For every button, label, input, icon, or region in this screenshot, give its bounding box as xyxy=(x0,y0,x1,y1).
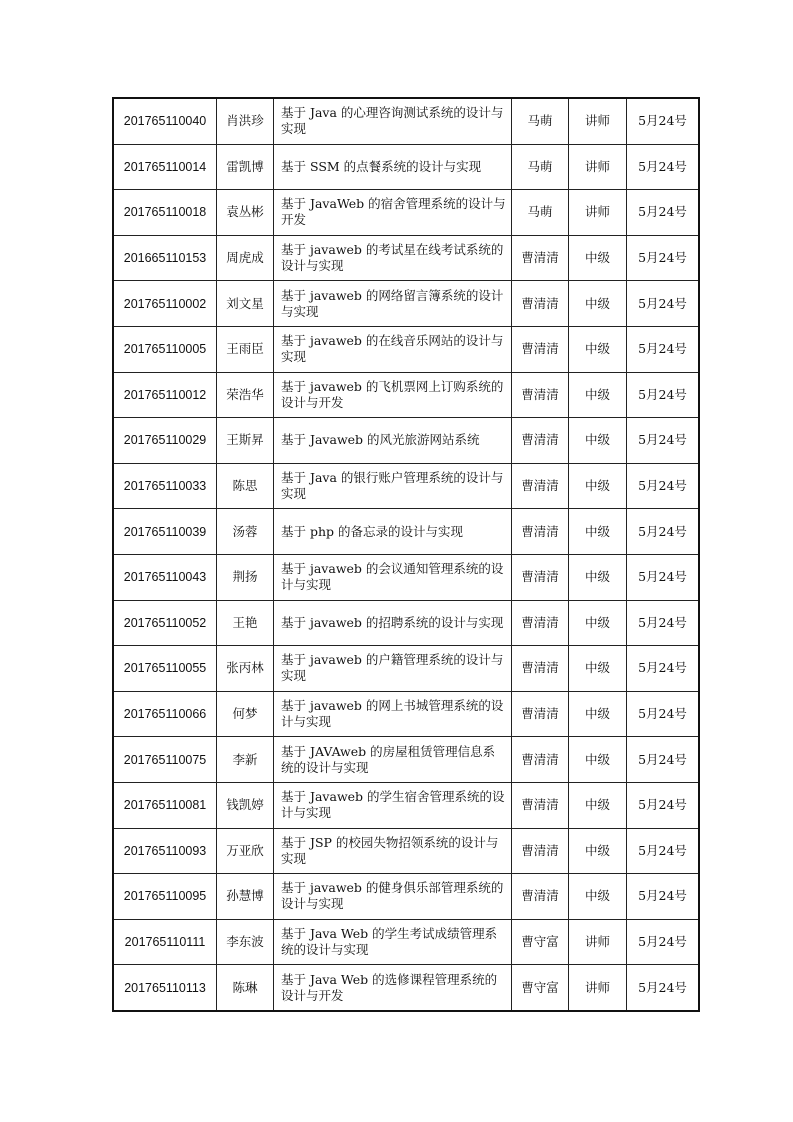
thesis-title-cell: 基于 javaweb 的考试星在线考试系统的设计与实现 xyxy=(274,235,512,281)
thesis-title-cell: 基于 javaweb 的网上书城管理系统的设计与实现 xyxy=(274,691,512,737)
advisor-cell: 曹清清 xyxy=(512,828,569,874)
advisor-cell: 曹清清 xyxy=(512,281,569,327)
student-id-cell: 201765110018 xyxy=(113,190,217,236)
defense-date-cell: 5月24号 xyxy=(627,509,700,555)
advisor-rank-cell: 中级 xyxy=(569,281,627,327)
advisor-cell: 马萌 xyxy=(512,144,569,190)
thesis-title-cell: 基于 Java Web 的选修课程管理系统的设计与开发 xyxy=(274,965,512,1011)
defense-date-cell: 5月24号 xyxy=(627,190,700,236)
student-id-cell: 201765110052 xyxy=(113,600,217,646)
advisor-rank-cell: 讲师 xyxy=(569,190,627,236)
student-name-cell: 荣浩华 xyxy=(217,372,274,418)
advisor-cell: 曹清清 xyxy=(512,509,569,555)
student-name-cell: 肖洪珍 xyxy=(217,98,274,144)
table-row xyxy=(113,98,699,144)
thesis-title-cell: 基于 Javaweb 的学生宿舍管理系统的设计与实现 xyxy=(274,782,512,828)
advisor-cell: 曹清清 xyxy=(512,463,569,509)
advisor-cell: 马萌 xyxy=(512,98,569,144)
defense-date-cell: 5月24号 xyxy=(627,600,700,646)
advisor-cell: 曹清清 xyxy=(512,372,569,418)
student-id-cell: 201765110043 xyxy=(113,554,217,600)
defense-date-cell: 5月24号 xyxy=(627,919,700,965)
advisor-cell: 曹清清 xyxy=(512,418,569,464)
advisor-rank-cell: 中级 xyxy=(569,600,627,646)
student-id-cell: 201765110093 xyxy=(113,828,217,874)
advisor-cell: 曹清清 xyxy=(512,737,569,783)
thesis-title-cell: 基于 javaweb 的在线音乐网站的设计与实现 xyxy=(274,326,512,372)
thesis-title-cell: 基于 javaweb 的飞机票网上订购系统的设计与开发 xyxy=(274,372,512,418)
student-name-cell: 雷凯博 xyxy=(217,144,274,190)
table-row xyxy=(113,828,699,874)
table-body xyxy=(113,98,699,1011)
student-name-cell: 王雨臣 xyxy=(217,326,274,372)
student-name-cell: 孙慧博 xyxy=(217,874,274,920)
student-name-cell: 李新 xyxy=(217,737,274,783)
advisor-cell: 曹守富 xyxy=(512,919,569,965)
student-id-cell: 201765110012 xyxy=(113,372,217,418)
advisor-rank-cell: 中级 xyxy=(569,235,627,281)
student-id-cell: 201765110029 xyxy=(113,418,217,464)
advisor-cell: 曹清清 xyxy=(512,646,569,692)
student-id-cell: 201765110111 xyxy=(113,919,217,965)
table-row xyxy=(113,782,699,828)
table-row xyxy=(113,509,699,555)
student-name-cell: 何梦 xyxy=(217,691,274,737)
advisor-rank-cell: 中级 xyxy=(569,326,627,372)
student-name-cell: 李东波 xyxy=(217,919,274,965)
defense-date-cell: 5月24号 xyxy=(627,782,700,828)
defense-date-cell: 5月24号 xyxy=(627,874,700,920)
student-name-cell: 王艳 xyxy=(217,600,274,646)
defense-date-cell: 5月24号 xyxy=(627,281,700,327)
student-id-cell: 201765110081 xyxy=(113,782,217,828)
advisor-rank-cell: 中级 xyxy=(569,646,627,692)
student-id-cell: 201765110040 xyxy=(113,98,217,144)
advisor-cell: 曹清清 xyxy=(512,235,569,281)
table-row xyxy=(113,281,699,327)
student-name-cell: 陈思 xyxy=(217,463,274,509)
defense-date-cell: 5月24号 xyxy=(627,828,700,874)
advisor-cell: 曹清清 xyxy=(512,782,569,828)
table-row xyxy=(113,372,699,418)
defense-date-cell: 5月24号 xyxy=(627,418,700,464)
student-id-cell: 201765110033 xyxy=(113,463,217,509)
student-name-cell: 钱凯婷 xyxy=(217,782,274,828)
advisor-rank-cell: 讲师 xyxy=(569,919,627,965)
advisor-rank-cell: 讲师 xyxy=(569,98,627,144)
advisor-cell: 马萌 xyxy=(512,190,569,236)
defense-date-cell: 5月24号 xyxy=(627,737,700,783)
thesis-title-cell: 基于 javaweb 的会议通知管理系统的设计与实现 xyxy=(274,554,512,600)
advisor-rank-cell: 中级 xyxy=(569,418,627,464)
thesis-title-cell: 基于 JavaWeb 的宿舍管理系统的设计与开发 xyxy=(274,190,512,236)
student-name-cell: 汤蓉 xyxy=(217,509,274,555)
thesis-title-cell: 基于 SSM 的点餐系统的设计与实现 xyxy=(274,144,512,190)
student-id-cell: 201765110066 xyxy=(113,691,217,737)
advisor-rank-cell: 中级 xyxy=(569,691,627,737)
table-row xyxy=(113,965,699,1011)
thesis-title-cell: 基于 javaweb 的户籍管理系统的设计与实现 xyxy=(274,646,512,692)
student-name-cell: 周虎成 xyxy=(217,235,274,281)
table-row xyxy=(113,691,699,737)
defense-date-cell: 5月24号 xyxy=(627,463,700,509)
thesis-title-cell: 基于 JAVAweb 的房屋租赁管理信息系统的设计与实现 xyxy=(274,737,512,783)
advisor-rank-cell: 中级 xyxy=(569,509,627,555)
student-id-cell: 201765110039 xyxy=(113,509,217,555)
student-id-cell: 201765110113 xyxy=(113,965,217,1011)
thesis-title-cell: 基于 JSP 的校园失物招领系统的设计与实现 xyxy=(274,828,512,874)
table-row xyxy=(113,646,699,692)
defense-date-cell: 5月24号 xyxy=(627,965,700,1011)
advisor-rank-cell: 中级 xyxy=(569,737,627,783)
advisor-cell: 曹守富 xyxy=(512,965,569,1011)
advisor-rank-cell: 中级 xyxy=(569,828,627,874)
defense-date-cell: 5月24号 xyxy=(627,646,700,692)
thesis-title-cell: 基于 javaweb 的招聘系统的设计与实现 xyxy=(274,600,512,646)
student-id-cell: 201765110095 xyxy=(113,874,217,920)
advisor-rank-cell: 中级 xyxy=(569,554,627,600)
table-row xyxy=(113,190,699,236)
thesis-title-cell: 基于 Java 的心理咨询测试系统的设计与实现 xyxy=(274,98,512,144)
student-id-cell: 201765110055 xyxy=(113,646,217,692)
student-id-cell: 201765110005 xyxy=(113,326,217,372)
defense-date-cell: 5月24号 xyxy=(627,691,700,737)
defense-date-cell: 5月24号 xyxy=(627,326,700,372)
advisor-rank-cell: 中级 xyxy=(569,372,627,418)
table-row xyxy=(113,554,699,600)
student-id-cell: 201765110002 xyxy=(113,281,217,327)
defense-date-cell: 5月24号 xyxy=(627,235,700,281)
advisor-cell: 曹清清 xyxy=(512,600,569,646)
advisor-rank-cell: 讲师 xyxy=(569,965,627,1011)
student-name-cell: 荆扬 xyxy=(217,554,274,600)
thesis-title-cell: 基于 php 的备忘录的设计与实现 xyxy=(274,509,512,555)
thesis-defense-table xyxy=(112,97,700,1012)
table-row xyxy=(113,144,699,190)
advisor-cell: 曹清清 xyxy=(512,554,569,600)
student-name-cell: 王斯昇 xyxy=(217,418,274,464)
table-row xyxy=(113,737,699,783)
advisor-cell: 曹清清 xyxy=(512,691,569,737)
student-name-cell: 张丙林 xyxy=(217,646,274,692)
table-row xyxy=(113,326,699,372)
table-row xyxy=(113,418,699,464)
defense-date-cell: 5月24号 xyxy=(627,144,700,190)
advisor-cell: 曹清清 xyxy=(512,874,569,920)
defense-date-cell: 5月24号 xyxy=(627,98,700,144)
student-name-cell: 万亚欣 xyxy=(217,828,274,874)
student-name-cell: 袁丛彬 xyxy=(217,190,274,236)
advisor-rank-cell: 中级 xyxy=(569,782,627,828)
thesis-title-cell: 基于 Java Web 的学生考试成绩管理系统的设计与实现 xyxy=(274,919,512,965)
defense-date-cell: 5月24号 xyxy=(627,372,700,418)
thesis-title-cell: 基于 javaweb 的网络留言簿系统的设计与实现 xyxy=(274,281,512,327)
table-row xyxy=(113,463,699,509)
advisor-rank-cell: 中级 xyxy=(569,874,627,920)
student-id-cell: 201765110075 xyxy=(113,737,217,783)
advisor-rank-cell: 中级 xyxy=(569,463,627,509)
advisor-rank-cell: 讲师 xyxy=(569,144,627,190)
defense-date-cell: 5月24号 xyxy=(627,554,700,600)
advisor-cell: 曹清清 xyxy=(512,326,569,372)
table-row xyxy=(113,874,699,920)
student-name-cell: 刘文星 xyxy=(217,281,274,327)
thesis-title-cell: 基于 javaweb 的健身俱乐部管理系统的设计与实现 xyxy=(274,874,512,920)
thesis-title-cell: 基于 Java 的银行账户管理系统的设计与实现 xyxy=(274,463,512,509)
student-name-cell: 陈琳 xyxy=(217,965,274,1011)
student-id-cell: 201765110014 xyxy=(113,144,217,190)
thesis-title-cell: 基于 Javaweb 的风光旅游网站系统 xyxy=(274,418,512,464)
table-row xyxy=(113,235,699,281)
table-row xyxy=(113,600,699,646)
table-row xyxy=(113,919,699,965)
student-id-cell: 201665110153 xyxy=(113,235,217,281)
